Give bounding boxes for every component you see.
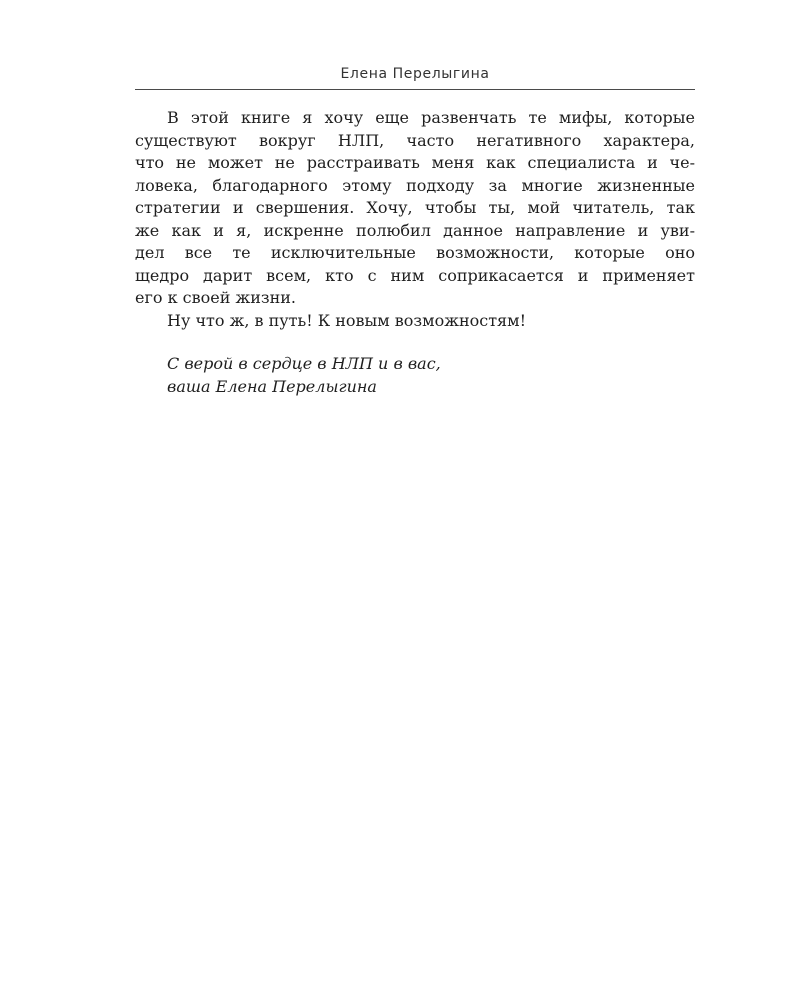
signature bbox=[167, 353, 687, 398]
paragraph-line: ловека, благодарного этому подходу за многие жизненные bbox=[135, 175, 695, 195]
running-head-title: Елена Перелыгина bbox=[340, 66, 490, 82]
header-rule bbox=[135, 89, 695, 90]
paragraph-line: стратегии и свершения. Хочу, чтобы ты, мой читатель, так bbox=[135, 198, 695, 217]
paragraph-2 bbox=[135, 310, 695, 333]
paragraph-line: его к своей жизни. bbox=[135, 288, 296, 307]
paragraph-line: существуют вокруг НЛП, часто негативного характера, bbox=[135, 130, 695, 150]
body-text bbox=[135, 107, 695, 332]
paragraph-1 bbox=[135, 107, 695, 310]
paragraph-line: же как и я, искренне полюбил данное направление и уви- bbox=[135, 220, 695, 240]
paragraph-line: щедро дарит всем, кто с ним соприкасается и применяет bbox=[135, 265, 695, 285]
signature-line-2: ваша Елена Перелыгина bbox=[167, 376, 377, 396]
paragraph-line: Ну что ж, в путь! К новым возможностям! bbox=[167, 310, 527, 330]
signature-line-1: С верой в сердце в НЛП и в вас, bbox=[167, 354, 441, 373]
paragraph-line: дел все те исключительные возможности, которые оно bbox=[135, 243, 695, 262]
paragraph-line: что не может не расстраивать меня как специалиста и че- bbox=[135, 153, 695, 172]
paragraph-line: В этой книге я хочу еще развенчать те мифы, которые bbox=[167, 108, 695, 127]
